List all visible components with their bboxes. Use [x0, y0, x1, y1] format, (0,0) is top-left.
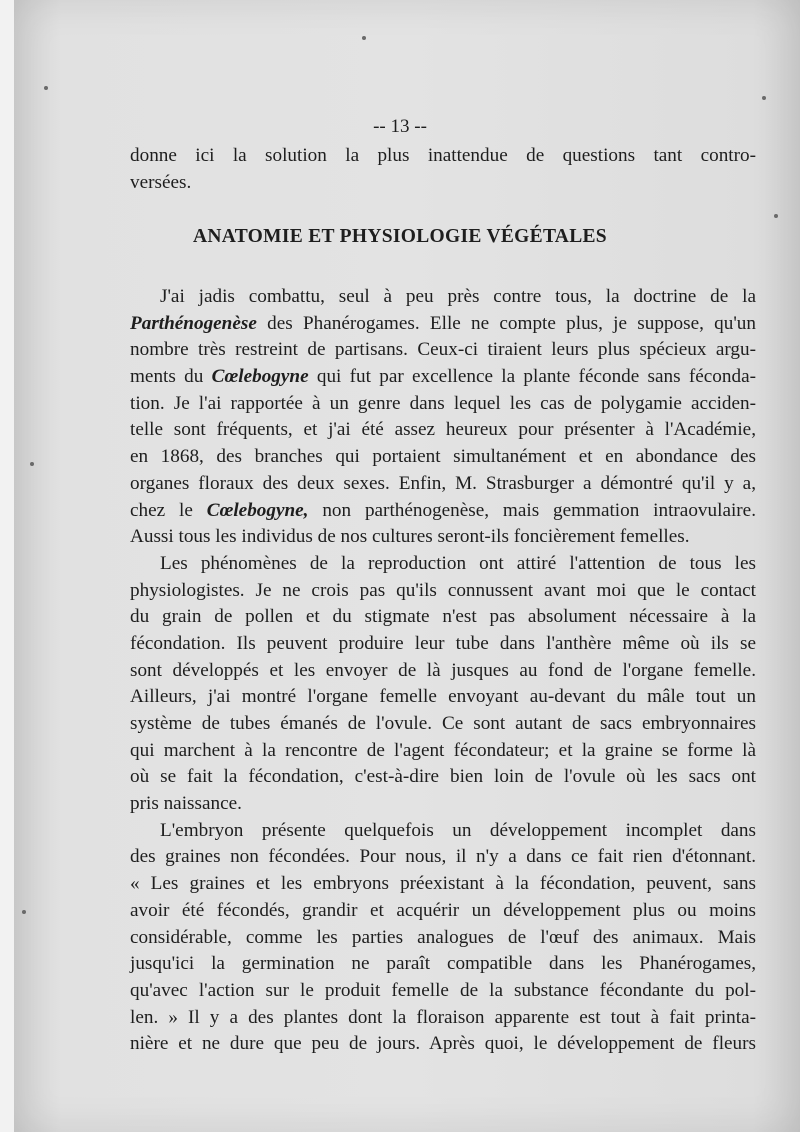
scan-speck [362, 36, 366, 40]
text-span: chez le [130, 499, 207, 521]
text-span: qui fut par excellence la plante féconde sans féconda- [308, 366, 756, 388]
text-line: fécondation. Ils peuvent produire leur tube dans l'anthère même où ils se [130, 632, 756, 654]
scan-speck [774, 214, 778, 218]
text-line: où se fait la fécondation, c'est-à-dire bien loin de l'ovule où les sacs ont [130, 766, 756, 788]
text-line [130, 311, 756, 338]
text-line: système de tubes émanés de l'ovule. Ce sont autant de sacs embryonnaires [130, 713, 756, 734]
section-heading: ANATOMIE ET PHYSIOLOGIE VÉGÉTALES [193, 226, 607, 247]
text-line: organes floraux des deux sexes. Enfin, M. Strasburger a démontré qu'il y a, [130, 472, 756, 494]
text-line: des graines non fécondées. Pour nous, il n'y a dans ce fait rien d'étonnant. [130, 846, 756, 868]
text-line: physiologistes. Je ne crois pas qu'ils connussent avant moi que le contact [130, 579, 756, 601]
text-line: considérable, comme les parties analogues de l'œuf des animaux. Mais [130, 926, 756, 948]
page-edge [0, 0, 14, 1132]
text-line: nombre très restreint de partisans. Ceux-ci tiraient leurs plus spécieux argu- [130, 339, 756, 361]
text-line [130, 498, 756, 525]
text-span: non parthénogenèse, mais gemmation intraovulaire. [308, 499, 756, 521]
body-text [130, 284, 756, 1058]
text-line: telle sont fréquents, et j'ai été assez heureux pour présenter à l'Académie, [130, 419, 756, 441]
scan-speck [30, 462, 34, 466]
text-line: donne ici la solution la plus inattendue de questions tant contro- [130, 145, 756, 166]
italic-term: Cœlebogyne, [206, 499, 309, 521]
text-line: pris naissance. [130, 793, 242, 815]
text-line: Ailleurs, j'ai montré l'organe femelle envoyant au-devant du mâle tout un [130, 686, 756, 708]
scan-speck [762, 96, 766, 100]
text-line: versées. [130, 171, 192, 193]
text-line: jusqu'ici la germination ne paraît compatible dans les Phanérogames, [130, 953, 756, 975]
text-line: sont développés et les envoyer de là jusques au fond de l'organe femelle. [130, 659, 756, 681]
text-line: tion. Je l'ai rapportée à un genre dans lequel les cas de polygamie acciden- [130, 392, 756, 414]
text-line: J'ai jadis combattu, seul à peu près contre tous, la doctrine de la [160, 286, 756, 307]
text-line: qui marchent à la rencontre de l'agent fécondateur; et la graine se forme là [130, 739, 756, 761]
text-line: L'embryon présente quelquefois un développement incomplet dans [160, 819, 756, 841]
scan-speck [44, 86, 48, 90]
italic-term: Cœlebogyne [211, 366, 309, 388]
text-line: len. » Il y a des plantes dont la floraison apparente est tout à fait printa- [130, 1006, 756, 1028]
text-line: du grain de pollen et du stigmate n'est pas absolument nécessaire à la [130, 606, 756, 628]
italic-term: Parthénogenèse [130, 312, 257, 334]
text-line: Les phénomènes de la reproduction ont attiré l'attention de tous les [160, 552, 756, 574]
scan-speck [22, 910, 26, 914]
text-line: qu'avec l'action sur le produit femelle de la substance fécondante du pol- [130, 979, 756, 1001]
text-line: Aussi tous les individus de nos cultures seront-ils foncièrement femelles. [130, 526, 690, 548]
text-span: des Phanérogames. Elle ne compte plus, je suppose, qu'un [256, 312, 756, 334]
text-span: ments du [130, 366, 212, 388]
text-line [130, 364, 756, 391]
text-line: nière et ne dure que peu de jours. Après quoi, le développement de fleurs [130, 1033, 756, 1055]
intro-paragraph [130, 143, 756, 196]
text-line: en 1868, des branches qui portaient simultanément et en abondance des [130, 446, 756, 468]
text-line: « Les graines et les embryons préexistant à la fécondation, peuvent, sans [130, 873, 756, 895]
page-number: -- 13 -- [373, 116, 427, 137]
text-line: avoir été fécondés, grandir et acquérir un développement plus ou moins [130, 899, 756, 921]
